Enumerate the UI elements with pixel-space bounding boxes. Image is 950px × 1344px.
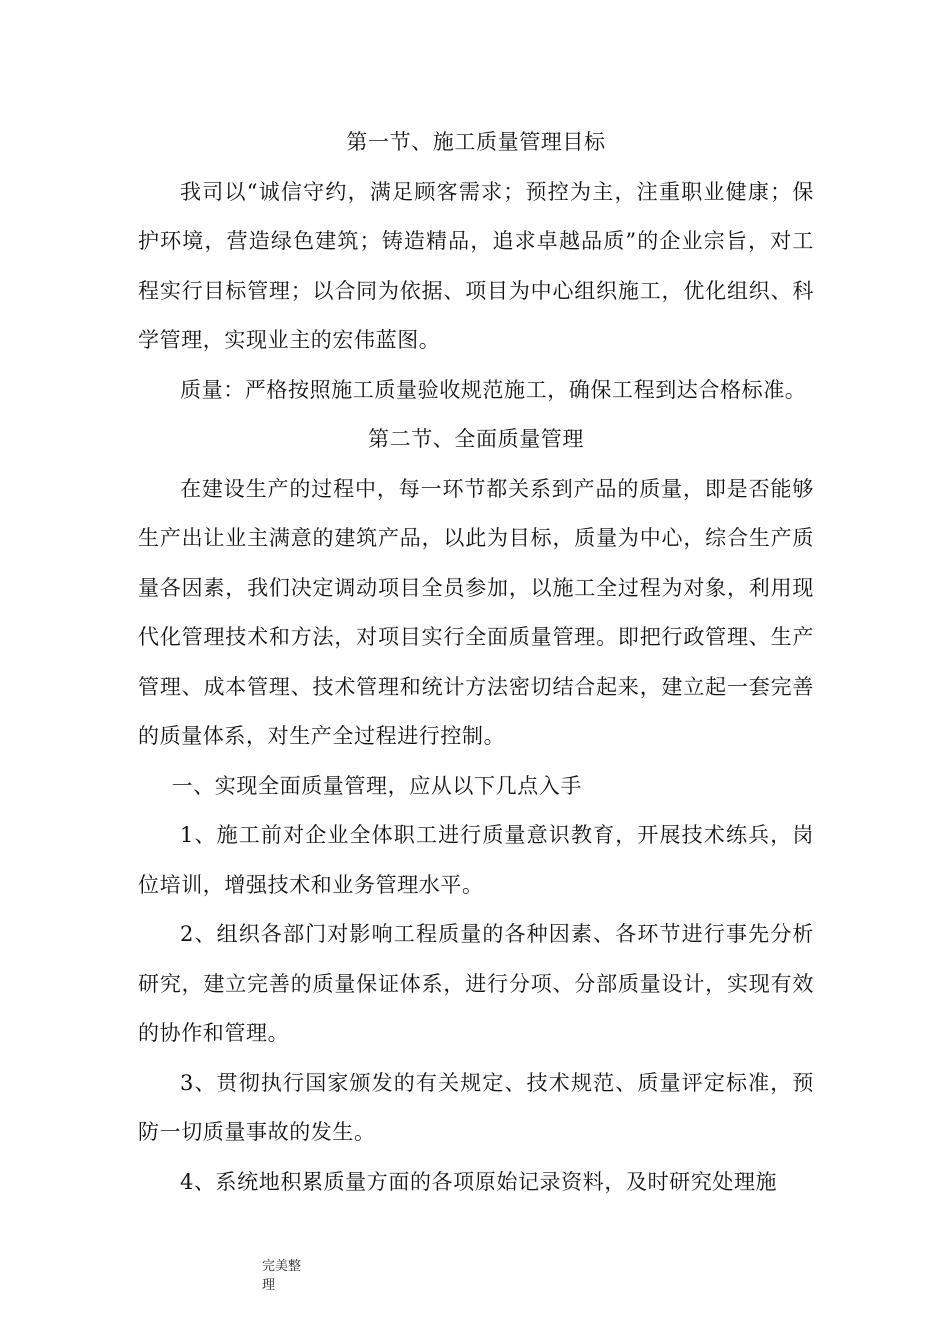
section1-paragraph-1: 我司以“诚信守约，满足顾客需求；预控为主，注重职业健康；保护环境，营造绿色建筑；铸造精品，追求卓越品质”的企业宗旨，对工程实行目标管理；以合同为依据、项目为中心组织施工，优化组织、科学管理，实现业主的宏伟蓝图。 [138,179,814,352]
list-item-3: 3、贯彻执行国家颁发的有关规定、技术规范、质量评定标准，预防一切质量事故的发生。 [138,1070,814,1144]
section2-paragraph-1: 在建设生产的过程中，每一环节都关系到产品的质量，即是否能够生产出让业主满意的建筑产品，以此为目标，质量为中心，综合生产质量各因素，我们决定调动项目全员参加，以施工全过程为对象，利用现代化管理技术和方法，对项目实行全面质量管理。即把行政管理、生产管理、成本管理、技术管理和统计方法密切结合起来，建立起一套完善的质量体系，对生产全过程进行控制。 [138,476,814,748]
list-item-2: 2、组织各部门对影响工程质量的各种因素、各环节进行事先分析研究，建立完善的质量保证体系，进行分项、分部质量设计，实现有效的协作和管理。 [138,922,814,1045]
list-item-4: 4、系统地积累质量方面的各项原始记录资料，及时研究处理施 [180,1169,778,1194]
footer-note: 完美整理 [262,1259,302,1293]
section1-title: 第一节、施工质量管理目标 [346,130,606,154]
section2-title: 第二节、全面质量管理 [368,427,584,451]
list-item-1: 1、施工前对企业全体职工进行质量意识教育，开展技术练兵，岗位培训，增强技术和业务管理水平。 [138,823,814,897]
section2-subheading: 一、实现全面质量管理，应从以下几点入手 [171,773,582,798]
section1-paragraph-2: 质量：严格按照施工质量验收规范施工，确保工程到达合格标准。 [180,377,807,402]
document-body [138,118,814,1207]
